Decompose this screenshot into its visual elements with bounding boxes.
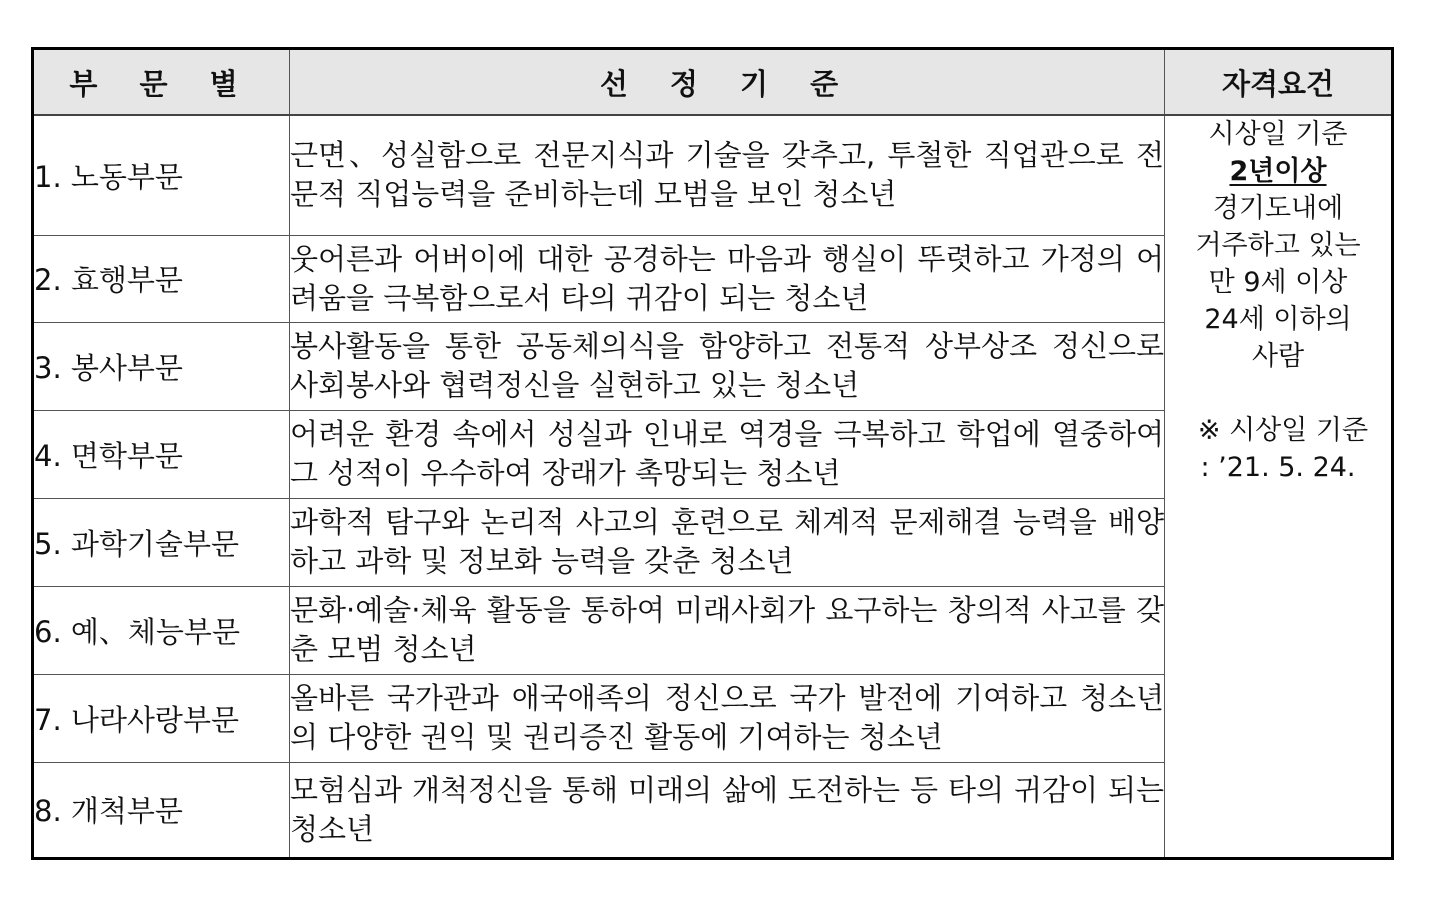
row-category: 3. 봉사부문 — [33, 322, 290, 410]
row-criteria: 모험심과 개척정신을 통해 미래의 삶에 도전하는 등 타의 귀감이 되는 청소년 — [290, 762, 1165, 858]
header-qualification: 자격요건 — [1165, 49, 1393, 116]
qualification-line: 거주하고 있는 — [1195, 230, 1361, 261]
row-category: 1. 노동부문 — [33, 115, 290, 235]
qualification-line: 만 9세 이상 — [1208, 267, 1348, 298]
qualification-cell — [1165, 115, 1393, 858]
spacer — [1165, 375, 1391, 412]
row-category: 5. 과학기술부문 — [33, 498, 290, 586]
row-criteria: 올바른 국가관과 애국애족의 정신으로 국가 발전에 기여하고 청소년의 다양한 권익 및 권리증진 활동에 기여하는 청소년 — [290, 674, 1165, 762]
row-criteria: 과학적 탐구와 논리적 사고의 훈련으로 체계적 문제해결 능력을 배양하고 과학 및 정보화 능력을 갖춘 청소년 — [290, 498, 1165, 586]
header-criteria: 선 정 기 준 — [290, 49, 1165, 116]
row-criteria: 웃어른과 어버이에 대한 공경하는 마음과 행실이 뚜렷하고 가정의 어려움을 극복함으로서 타의 귀감이 되는 청소년 — [290, 235, 1165, 322]
row-criteria: 어려운 환경 속에서 성실과 인내로 역경을 극복하고 학업에 열중하여 그 성적이 우수하여 장래가 촉망되는 청소년 — [290, 410, 1165, 498]
qualification-line: 시상일 기준 — [1208, 119, 1348, 150]
table-row — [33, 115, 1393, 235]
row-category: 8. 개척부문 — [33, 762, 290, 858]
award-date-note: ※ 시상일 기준 — [1197, 415, 1369, 446]
award-criteria-table — [31, 47, 1394, 860]
row-criteria: 문화·예술·체육 활동을 통하여 미래사회가 요구하는 창의적 사고를 갖춘 모범 청소년 — [290, 586, 1165, 674]
row-category: 7. 나라사랑부문 — [33, 674, 290, 762]
header-category: 부 문 별 — [33, 49, 290, 116]
qualification-years: 2년이상 — [1229, 156, 1327, 187]
qualification-line: 24세 이하의 — [1204, 304, 1352, 335]
row-category: 4. 면학부문 — [33, 410, 290, 498]
row-criteria: 근면、성실함으로 전문지식과 기술을 갖추고, 투철한 직업관으로 전문적 직업능력을 준비하는데 모범을 보인 청소년 — [290, 115, 1165, 235]
row-criteria: 봉사활동을 통한 공동체의식을 함양하고 전통적 상부상조 정신으로 사회봉사와 협력정신을 실현하고 있는 청소년 — [290, 322, 1165, 410]
qualification-line: 경기도내에 — [1212, 193, 1344, 224]
qualification-line: 사람 — [1251, 341, 1305, 372]
row-category: 2. 효행부문 — [33, 235, 290, 322]
row-category: 6. 예、체능부문 — [33, 586, 290, 674]
award-date: : ’21. 5. 24. — [1200, 452, 1356, 483]
header-row — [33, 49, 1393, 116]
